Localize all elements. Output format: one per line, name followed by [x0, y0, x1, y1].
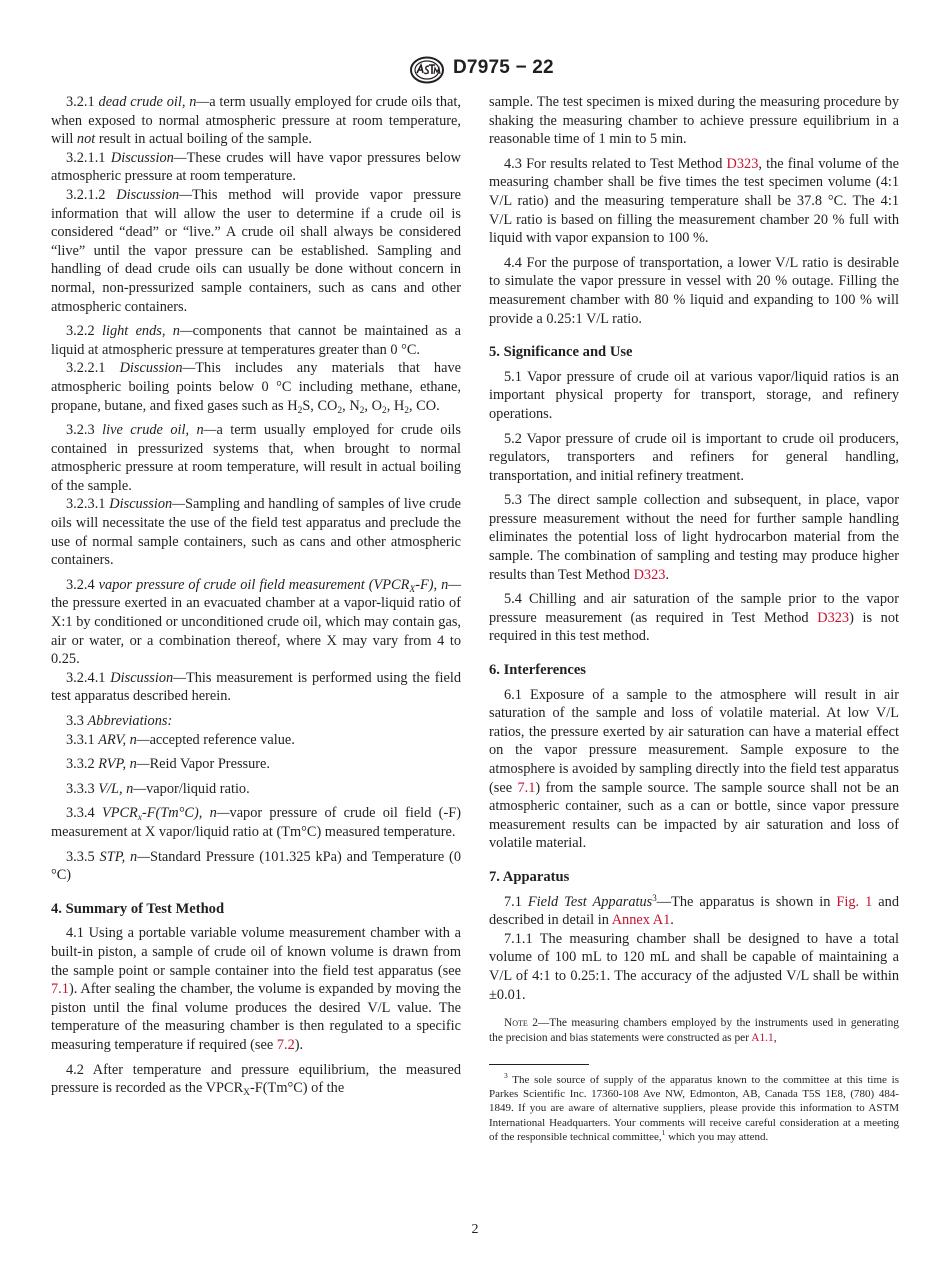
- page-number: 2: [471, 1222, 479, 1237]
- ref-a1-1[interactable]: A1.1: [751, 1032, 774, 1045]
- paragraph-3-3-3: 3.3.3 V/L, n—vapor/liquid ratio.: [66, 780, 250, 797]
- ref-annex-a1[interactable]: Annex A1: [611, 912, 671, 929]
- page-header: [0, 56, 950, 86]
- paragraph-4-3: 4.3 For results related to Test Method D323, the final volume of the measuring chamber shall be five times the test specimen volume (4:1 V/L ratio) and the measuring temperature shall be 37.8 °C. The 4:1 V/L ratio is based on filling the measurement chamber 20 % full with liquid with vapor expansion to 100 %.: [489, 155, 899, 247]
- right-column: [489, 93, 899, 1145]
- ref-d323[interactable]: D323: [817, 609, 850, 626]
- paragraph-3-2-2: 3.2.2 light ends, n—components that cannot be maintained as a liquid at atmospheric pressure at temperatures greater than 0 °C.: [51, 323, 461, 358]
- paragraph-6-1: 6.1 Exposure of a sample to the atmosphere will result in air saturation of the sample and loss of volatile material. At low V/L ratios, the pressure exerted by air saturation can have a material effect on the vapor pressure measurement. Sample exposure to the atmosphere is avoided by sampling directly into the field test apparatus (see 7.1) from the sample source. The sample source shall not be an atmospheric container, such as a can or bottle, since vapor pressure measurement results can be impacted by air saturation and loss of volatile material.: [489, 686, 899, 852]
- ref-d323[interactable]: D323: [726, 155, 759, 172]
- paragraph-3-2-1-2: 3.2.1.2 Discussion—This method will provide vapor pressure information that will allow the user to determine if a crude oil is considered “dead” or “live.” A crude oil shall always be considered “live” until the vapor pressure can be established. Sampling and handling of dead crude oils can usually be done without concern in normal, non-pressurized sample containers, such as cans and other atmospheric containers.: [51, 186, 461, 315]
- paragraph-4-2-cont: sample. The test specimen is mixed during the measuring procedure by shaking the measuring chamber to achieve pressure equilibrium in a reasonable time of 1 min to 5 min.: [489, 94, 899, 148]
- ref-d323[interactable]: D323: [633, 566, 666, 583]
- section-heading-7: 7. Apparatus: [489, 868, 570, 885]
- paragraph-7-1-1: 7.1.1 The measuring chamber shall be designed to have a total volume of 100 mL to 120 mL and shall be capable of maintaining a V/L of 4:1 to 0.25:1. The accuracy of the adjusted V/L shall be within ±0.01.: [489, 930, 899, 1003]
- footnote-3: $^3$ The sole source of supply of the apparatus known to the committee at this time is Parkes Scientific Inc. 17360-108 Ave NW, Edmonton, AB, Canada T5S 1E8, (780) 484-1849. If you are aware of alternative suppliers, please provide this information to ASTM International Headquarters. Your comments will receive careful consideration at a meeting of the responsible technical committee,$^1$ which you may attend.: [489, 1070, 899, 1144]
- paragraph-7-1: 7.1 Field Test Apparatus$^3$—The apparatus is shown in Fig. 1 and described in detail in Annex A1.: [489, 892, 899, 929]
- astm-logo-icon: [409, 56, 445, 84]
- paragraph-3-3-4: 3.3.4 $VPCR_x-F(Tm^\circ C)$, n—vapor pressure of crude oil field (-F) measurement at X vapor/liquid ratio at (Tm°C) measured temperature.: [51, 805, 461, 840]
- ref-7-1[interactable]: 7.1: [517, 779, 536, 796]
- ref-7-1[interactable]: 7.1: [51, 981, 69, 998]
- paragraph-3-2-4: 3.2.4 vapor pressure of crude oil field measurement $(VPCR_X-F)$, n—the pressure exerted in an evacuated chamber at a vapor-liquid ratio of X:1 by conditioned or unconditioned crude oil, which may contain gas, air or water, or a combination thereof, where X may vary from 4 to 0.25.: [51, 576, 461, 668]
- paragraph-3-2-2-1: 3.2.2.1 Discussion—This includes any materials that have atmospheric boiling points below 0 °C including methane, ethane, propane, butane, and fixed gases such as $H_2S$, $CO_2$, $N_2$, $O_2$, $H_2$, CO.: [51, 360, 461, 416]
- paragraph-3-2-4-1: 3.2.4.1 Discussion—This measurement is performed using the field test apparatus described herein.: [51, 669, 461, 705]
- ref-fig-1[interactable]: Fig. 1: [836, 893, 873, 910]
- standard-designation: D7975 − 22: [453, 57, 554, 78]
- left-column: [51, 93, 461, 1098]
- section-heading-5: 5. Significance and Use: [489, 344, 633, 361]
- section-heading-4: 4. Summary of Test Method: [51, 900, 225, 917]
- paragraph-4-2: 4.2 After temperature and pressure equilibrium, the measured pressure is recorded as the $VPCR_X-F(Tm^\circ C)$ of the: [51, 1061, 461, 1099]
- ref-7-2[interactable]: 7.2: [276, 1036, 295, 1053]
- note-2: Note 2—The measuring chambers employed by the instruments used in generating the precision and bias statements were constructed as per A1.1,: [489, 1017, 899, 1045]
- paragraph-5-2: 5.2 Vapor pressure of crude oil is important to crude oil producers, regulators, transporters and refiners for general handling, transportation, and initial refinery treatment.: [489, 430, 899, 484]
- paragraph-3-2-1-1: 3.2.1.1 Discussion—These crudes will have vapor pressures below atmospheric pressure at room temperature.: [51, 149, 461, 185]
- paragraph-4-4: 4.4 For the purpose of transportation, a lower V/L ratio is desirable to simulate the vapor pressure in vessel with 20 % outage. Filling the measurement chamber with 80 % liquid and expanding to 100 % will provide a 0.25:1 V/L ratio.: [489, 254, 899, 327]
- paragraph-3-3: 3.3 Abbreviations:: [66, 713, 173, 729]
- section-heading-6: 6. Interferences: [489, 662, 586, 679]
- footnote-divider: [489, 1064, 589, 1065]
- paragraph-3-2-1: 3.2.1 dead crude oil, n—a term usually employed for crude oils that, when exposed to normal atmospheric pressure at room temperature, will not result in actual boiling of the sample.: [51, 94, 461, 148]
- paragraph-5-3: 5.3 The direct sample collection and subsequent, in place, vapor pressure measurement without the need for further sample handling eliminates the potential loss of light hydrocarbon material from the sample. The combination of sampling and testing may produce higher results than Test Method D323.: [489, 492, 899, 583]
- paragraph-3-3-2: 3.3.2 RVP, n—Reid Vapor Pressure.: [66, 756, 271, 773]
- paragraph-4-1: 4.1 Using a portable variable volume measurement chamber with a built-in piston, a sample of crude oil of known volume is drawn from the sample point or sample container into the field test apparatus (see 7.1). After sealing the chamber, the volume is expanded by moving the piston until the final volume produces the desired V/L value. The temperature of the measuring chamber is then regulated to a specific measuring temperature if required (see 7.2).: [51, 925, 461, 1053]
- paragraph-3-3-1: 3.3.1 ARV, n—accepted reference value.: [66, 731, 295, 748]
- paragraph-3-2-3: 3.2.3 live crude oil, n—a term usually employed for crude oils contained in pressurized systems that, when brought to normal atmospheric pressure at room temperature, will result in actual boiling of the sample.: [51, 422, 462, 494]
- paragraph-3-3-5: 3.3.5 STP, n—Standard Pressure (101.325 kPa) and Temperature (0 °C): [51, 848, 461, 884]
- paragraph-5-4: 5.4 Chilling and air saturation of the sample prior to the vapor pressure measurement (as required in Test Method D323) is not required in this test method.: [489, 591, 899, 645]
- paragraph-3-2-3-1: 3.2.3.1 Discussion—Sampling and handling of samples of live crude oils will necessitate the use of the field test apparatus and preclude the use of normal sample containers, such as cans and other atmospheric containers.: [51, 496, 461, 569]
- paragraph-5-1: 5.1 Vapor pressure of crude oil at various vapor/liquid ratios is an important physical property for transport, storage, and refinery operations.: [489, 368, 899, 422]
